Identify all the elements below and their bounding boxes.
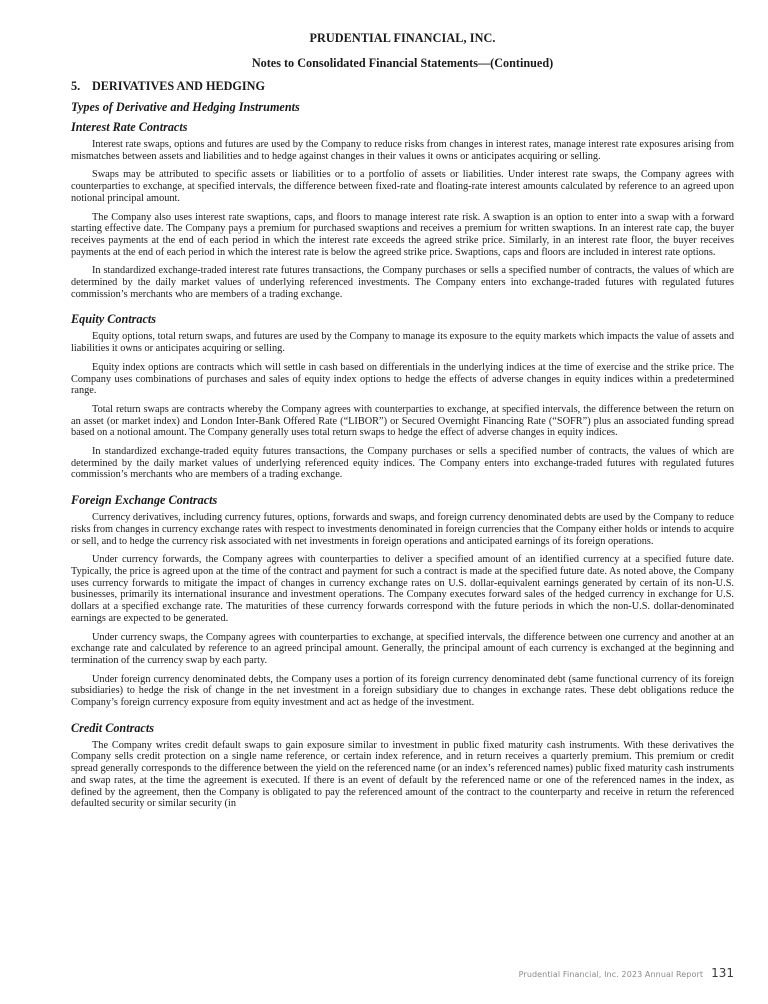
paragraph: The Company writes credit default swaps to gain exposure similar to investment in public fixed maturity cash instruments. With these derivatives the Company sells credit protection on a single name reference, or certain index reference, and in return receives a quarterly premium. This premium or credit spread generally corresponds to the difference between the yield on the referenced name (or an index’s referenced names) public fixed maturity cash instruments and swap rates, at the time the agreement is executed. If there is an event of default by the referenced name or one of the referenced names in the index, as defined by the agreement, then the Company is obligated to pay the referenced amount of the contract to the counterparty and receive in return the referenced defaulted security or similar security (in <box>71 739 734 810</box>
group-credit-contracts <box>71 721 734 810</box>
paragraph: Under foreign currency denominated debts, the Company uses a portion of its foreign currency denominated debt (same functional currency of its foreign subsidiaries) to hedge the risk of change in the net investment in a foreign subsidiary due to changes in exchange rates. These debt obligations reduce the Company’s foreign currency exposure from equity investment and act as hedge of the investment. <box>71 673 734 709</box>
group-equity-contracts <box>71 312 734 481</box>
section-number: 5. <box>71 79 81 93</box>
group-heading: Equity Contracts <box>71 312 156 327</box>
paragraph: Total return swaps are contracts whereby the Company agrees with counterparties to exchange, at specified intervals, the difference between the return on an asset (or market index) and London Inter-Bank Offered Rate (“LIBOR”) or Secured Overnight Financing Rate (“SOFR”) plus an associated funding spread based on a notional amount. The Company generally uses total return swaps to hedge the effect of adverse changes in equity indices. <box>71 403 734 439</box>
section-title: DERIVATIVES AND HEDGING <box>92 79 265 93</box>
group-heading: Credit Contracts <box>71 720 154 735</box>
paragraph: In standardized exchange-traded interest rate futures transactions, the Company purchases or sells a specified number of contracts, the values of which are determined by the daily market values of underlying referenced investments. The Company enters into exchange-traded futures with regulated futures commission’s merchants who are members of a trading exchange. <box>71 265 734 300</box>
paragraph: In standardized exchange-traded equity futures transactions, the Company purchases or sells a specified number of contracts, the values of which are determined by the daily market values of underlying referenced equity indices. The Company enters into exchange-traded futures with regulated futures commission’s merchants who are members of a trading exchange. <box>71 446 734 481</box>
paragraph: Equity options, total return swaps, and futures are used by the Company to manage its exposure to the equity markets which impacts the value of assets and liabilities it owns or anticipates acquiring or selling. <box>71 331 734 355</box>
notes-title: Notes to Consolidated Financial Statements—(Continued) <box>251 56 554 70</box>
group-heading: Foreign Exchange Contracts <box>71 493 218 508</box>
footer-report-title: Prudential Financial, Inc. 2023 Annual Report <box>518 970 704 979</box>
group-interest-rate-contracts <box>71 120 734 300</box>
section-subtitle: Types of Derivative and Hedging Instruments <box>71 100 300 114</box>
section-heading <box>71 79 734 93</box>
paragraph: Under currency swaps, the Company agrees with counterparties to exchange, at specified intervals, the difference between one currency and another at an exchange rate and calculated by reference to an agreed principal amount. Generally, the principal amount of each currency is exchanged at the beginning and termination of the currency swap by each party. <box>71 631 734 666</box>
paragraph: The Company also uses interest rate swaptions, caps, and floors to manage interest rate risk. A swaption is an option to enter into a swap with a forward starting effective date. The Company pays a premium for purchased swaptions and receives a premium for written swaptions. In an interest rate cap, the buyer receives payments at the end of each period in which the interest rate exceeds the agreed strike price. Similarly, in an interest rate floor, the buyer receives payments at the end of each period in which the interest rate is below the agreed strike price. Swaptions, caps and floors are included in interest rate options. <box>71 211 734 258</box>
paragraph: Equity index options are contracts which will settle in cash based on differentials in the underlying indices at the time of exercise and the strike price. The Company uses combinations of purchases and sales of equity index options to hedge the effects of adverse changes in equity indices within a predetermined range. <box>71 361 734 397</box>
paragraph: Interest rate swaps, options and futures are used by the Company to reduce risks from changes in interest rates, manage interest rate exposures arising from mismatches between assets and liabilities and to hedge against changes in their values it owns or anticipates acquiring or selling. <box>71 139 734 162</box>
group-heading: Interest Rate Contracts <box>71 120 188 134</box>
page-number: 131 <box>711 966 734 980</box>
group-foreign-exchange-contracts <box>71 493 734 709</box>
page-footer <box>519 966 734 980</box>
paragraph: Swaps may be attributed to specific assets or liabilities or to a portfolio of assets or liabilities. Under interest rate swaps, the Company agrees with counterparties to exchange, at specified intervals, the difference between fixed-rate and floating-rate interest amounts calculated by reference to an agreed upon notional principal amount. <box>71 169 734 204</box>
content-flow <box>71 79 734 822</box>
company-title: PRUDENTIAL FINANCIAL, INC. <box>309 31 496 45</box>
paragraph: Under currency forwards, the Company agrees with counterparties to deliver a specified amount of an identified currency at a specified future date. Typically, the price is agreed upon at the time of the contract and payment for such a contract is made at the specified future date. As noted above, the Company uses currency forwards to mitigate the impact of changes in currency exchange rates on U.S. dollar-equivalent earnings generated by certain of its non-U.S. businesses, primarily its international insurance and investment operations. The Company executes forward sales of the hedged currency in exchange for U.S. dollars at a specified exchange rate. The maturities of these currency forwards correspond with the future periods in which the non-U.S. dollar-denominated earnings are expected to be generated. <box>71 554 734 624</box>
paragraph: Currency derivatives, including currency futures, options, forwards and swaps, and foreign currency denominated debts are used by the Company to reduce risks from changes in currency exchange rates with respect to investments denominated in foreign currencies that the Company either holds or intends to acquire or sell, and to hedge the currency risk associated with net investments in foreign operations and anticipated earnings of its foreign operations. <box>71 512 734 547</box>
